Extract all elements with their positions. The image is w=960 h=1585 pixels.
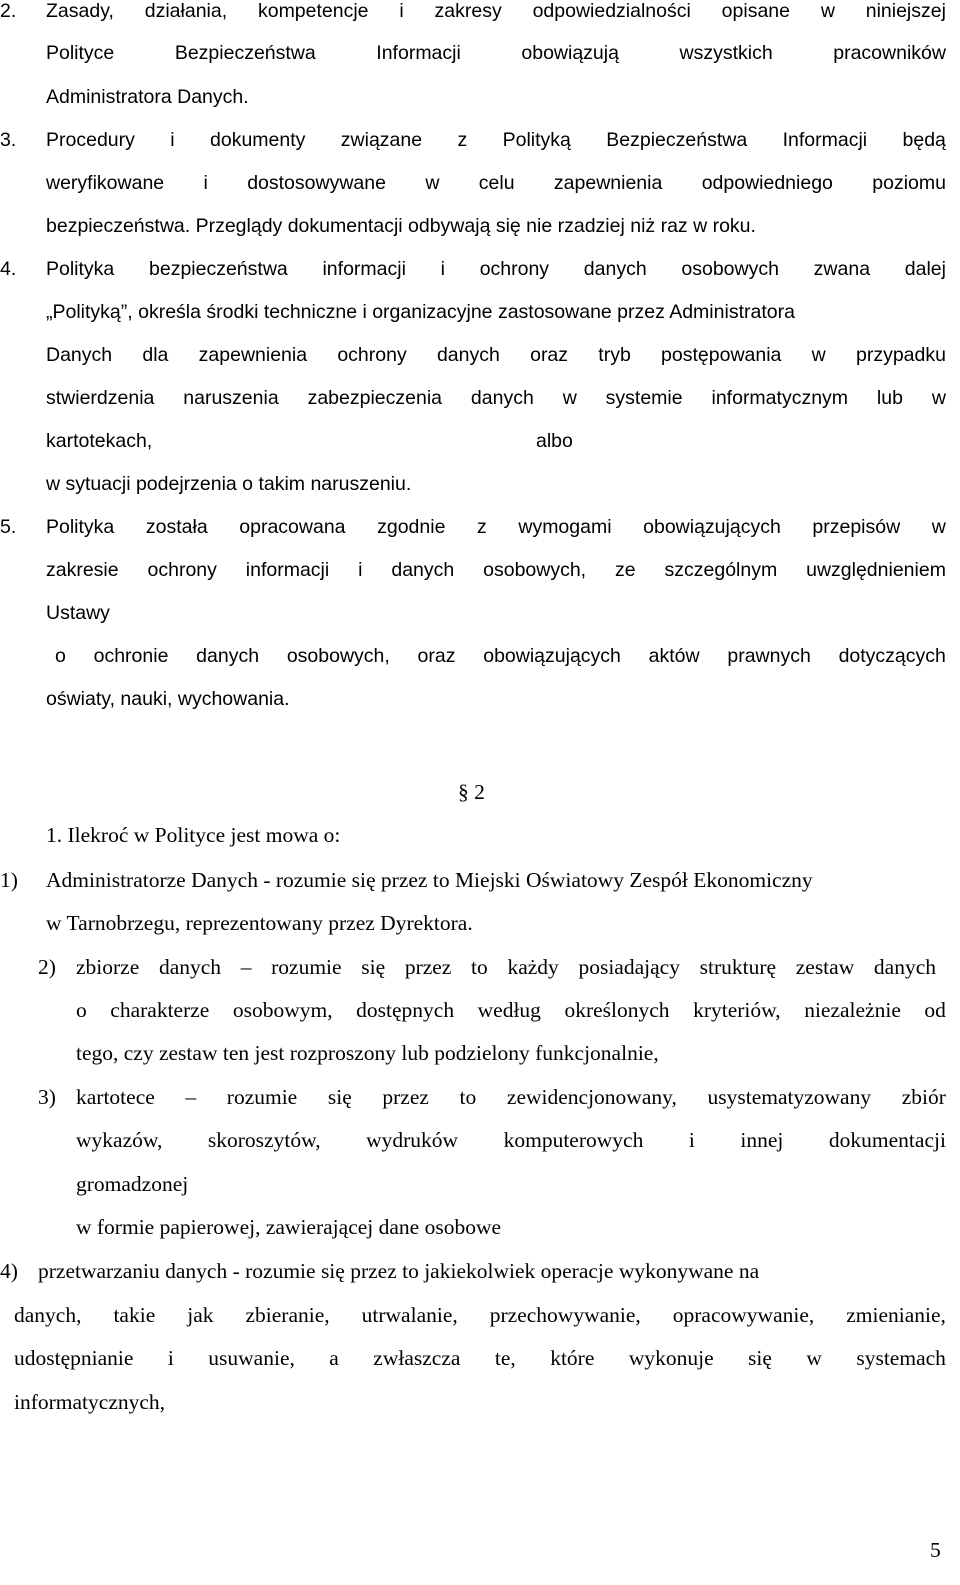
word: strukturę [699, 955, 777, 979]
word: informacji [245, 559, 330, 581]
word: niniejszej [865, 0, 946, 22]
word: opracowywanie, [672, 1303, 815, 1327]
word: przez [382, 1085, 429, 1109]
paragraph-line: albo [536, 430, 573, 452]
word: kartotece [76, 1085, 155, 1109]
paragraph-line [46, 131, 946, 151]
definition-number: 3) [38, 1085, 56, 1109]
word: ochrony [479, 258, 550, 280]
item-number: 4. [0, 258, 17, 280]
word: dalej [904, 258, 946, 280]
word: odpowiedniego [701, 172, 833, 194]
word: określonych [564, 998, 670, 1022]
word: zbiór [901, 1085, 946, 1109]
definition-number: 1) [0, 868, 18, 892]
paragraph-line [46, 346, 946, 366]
word: została [145, 516, 208, 538]
word: obowiązują [521, 42, 619, 64]
paragraph-line: „Polityką”, określa środki techniczne i organizacyjne zastosowane przez Administratora [46, 301, 795, 323]
word: – [185, 1085, 197, 1109]
word: dokumentacji [828, 1128, 946, 1152]
paragraph-line: w sytuacji podejrzenia o takim naruszeniu. [46, 473, 412, 495]
word: od [924, 998, 946, 1022]
word: wydruków [366, 1128, 459, 1152]
word: oraz [530, 344, 569, 366]
word: w [931, 516, 946, 538]
definition-line: Administratorze Danych - rozumie się przez to Miejski Oświatowy Zespół Ekonomiczny [46, 868, 813, 892]
word: osobowych, [286, 645, 390, 667]
word: prawnych [727, 645, 811, 667]
word: w [425, 172, 440, 194]
word: wszystkich [679, 42, 773, 64]
paragraph-line [55, 647, 946, 667]
word: danych [391, 559, 455, 581]
definition-line [14, 1348, 946, 1370]
word: zapewnienia [553, 172, 663, 194]
word: Polityce [46, 42, 115, 64]
paragraph-line: Ustawy [46, 602, 110, 624]
word: danych [158, 955, 222, 979]
word: każdy [507, 955, 559, 979]
word: zbieranie, [245, 1303, 330, 1327]
paragraph-line [46, 174, 946, 194]
word: zapewnienia [198, 344, 308, 366]
word: systemie [605, 387, 683, 409]
word: zewidencjonowany, [506, 1085, 677, 1109]
definition-line [76, 957, 936, 979]
word: zmienianie, [846, 1303, 946, 1327]
definitions-intro: 1. Ilekroć w Polityce jest mowa o: [46, 823, 341, 847]
word: zwana [813, 258, 871, 280]
definition-line [14, 1305, 946, 1327]
word: danych [436, 344, 500, 366]
item-number: 3. [0, 129, 17, 151]
word: ochronie [93, 645, 169, 667]
word: i [358, 559, 363, 581]
word: Procedury [46, 129, 135, 151]
word: danych [470, 387, 534, 409]
paragraph-line [46, 260, 946, 280]
word: szczególnym [664, 559, 778, 581]
definition-line [76, 1000, 946, 1022]
word: przypadku [855, 344, 946, 366]
word: ze [615, 559, 636, 581]
word: rozumie [271, 955, 342, 979]
word: udostępnianie [14, 1346, 134, 1370]
word: weryfikowane [46, 172, 165, 194]
word: systemach [856, 1346, 946, 1370]
word: danych, [14, 1303, 82, 1327]
word: aktów [648, 645, 700, 667]
word: Bezpieczeństwa [174, 42, 316, 64]
word: o [76, 998, 87, 1022]
word: uwzględnieniem [806, 559, 946, 581]
definition-line: w formie papierowej, zawierającej dane osobowe [76, 1215, 502, 1239]
paragraph-line [46, 2, 946, 22]
word: oraz [417, 645, 456, 667]
word: wykonuje [628, 1346, 714, 1370]
word: Zasady, [46, 0, 114, 22]
word: i [170, 129, 175, 151]
paragraph-line: oświaty, nauki, wychowania. [46, 688, 290, 710]
definition-line: w Tarnobrzegu, reprezentowany przez Dyrektora. [46, 911, 473, 935]
word: naruszenia [183, 387, 279, 409]
word: w [811, 344, 826, 366]
word: się [327, 1085, 352, 1109]
word: posiadający [578, 955, 680, 979]
word: komputerowych [503, 1128, 644, 1152]
word: w [820, 0, 835, 22]
word: ochrony [147, 559, 217, 581]
word: się [748, 1346, 772, 1370]
word: pracowników [833, 42, 946, 64]
word: ochrony [337, 344, 407, 366]
word: dla [142, 344, 169, 366]
word: to [459, 1085, 477, 1109]
section-heading: § 2 [458, 780, 485, 804]
word: osobowych, [483, 559, 587, 581]
word: poziomu [872, 172, 946, 194]
paragraph-line [46, 518, 946, 538]
word: i [167, 1346, 174, 1370]
paragraph-line [46, 561, 946, 581]
word: z [457, 129, 468, 151]
word: i [399, 0, 404, 22]
word: danych [583, 258, 647, 280]
word: wymogami [518, 516, 612, 538]
word: zabezpieczenia [307, 387, 443, 409]
word: Bezpieczeństwa [606, 129, 748, 151]
word: opisane [721, 0, 790, 22]
word: jak [187, 1303, 214, 1327]
word: postępowania [661, 344, 782, 366]
word: działania, [144, 0, 228, 22]
word: celu [478, 172, 515, 194]
paragraph-line [46, 44, 946, 64]
word: zbiorze [76, 955, 140, 979]
word: zwłaszcza [373, 1346, 461, 1370]
word: opracowana [239, 516, 346, 538]
word: charakterze [110, 998, 210, 1022]
definition-number: 4) [0, 1259, 18, 1283]
word: obowiązujących [643, 516, 781, 538]
word: dostępnych [356, 998, 455, 1022]
word: Informacji [782, 129, 868, 151]
word: tryb [598, 344, 631, 366]
word: informacji [322, 258, 406, 280]
word: zakresy [434, 0, 502, 22]
word: kryteriów, [693, 998, 781, 1022]
word: takie [113, 1303, 156, 1327]
page-number: 5 [930, 1538, 941, 1562]
item-number: 5. [0, 516, 17, 538]
word: zestaw [795, 955, 855, 979]
definition-number: 2) [38, 955, 56, 979]
paragraph-line [46, 389, 946, 409]
word: niezależnie [804, 998, 901, 1022]
word: będą [902, 129, 946, 151]
word: te, [494, 1346, 516, 1370]
word: odpowiedzialności [532, 0, 691, 22]
word: Informacji [376, 42, 461, 64]
word: zgodnie [377, 516, 446, 538]
word: usuwanie, [208, 1346, 295, 1370]
word: dostosowywane [247, 172, 386, 194]
word: wykazów, [76, 1128, 163, 1152]
word: osobowym, [232, 998, 333, 1022]
definition-line [76, 1087, 946, 1109]
word: – [240, 955, 252, 979]
word: skoroszytów, [207, 1128, 321, 1152]
word: przepisów [812, 516, 901, 538]
word: rozumie [226, 1085, 298, 1109]
word: przechowywanie, [489, 1303, 641, 1327]
word: się [361, 955, 386, 979]
word: w [806, 1346, 822, 1370]
word: Polityką [502, 129, 571, 151]
word: i [203, 172, 208, 194]
word: lub [876, 387, 903, 409]
word: i [688, 1128, 695, 1152]
word: to [471, 955, 488, 979]
word: stwierdzenia [46, 387, 155, 409]
word: zakresie [46, 559, 119, 581]
word: według [477, 998, 541, 1022]
word: o [55, 645, 66, 667]
definition-line: informatycznych, [14, 1390, 166, 1414]
word: osobowych [681, 258, 779, 280]
word: w [931, 387, 946, 409]
word: i [440, 258, 445, 280]
word: bezpieczeństwa [149, 258, 288, 280]
word: innej [740, 1128, 784, 1152]
definition-line: przetwarzaniu danych - rozumie się przez to jakiekolwiek operacje wykonywane na [38, 1259, 760, 1283]
word: Polityka [46, 258, 115, 280]
word: informatycznym [711, 387, 849, 409]
word: Danych [46, 344, 113, 366]
word: przez [404, 955, 452, 979]
word: które [550, 1346, 595, 1370]
word: utrwalanie, [361, 1303, 458, 1327]
word: obowiązujących [483, 645, 621, 667]
paragraph-line: Administratora Danych. [46, 86, 249, 108]
item-number: 2. [0, 0, 17, 22]
paragraph-line: bezpieczeństwa. Przeglądy dokumentacji odbywają się nie rzadziej niż raz w roku. [46, 215, 756, 237]
word: danych [873, 955, 936, 979]
definition-line [76, 1130, 946, 1152]
word: Polityka [46, 516, 115, 538]
word: a [329, 1346, 339, 1370]
word: usystematyzowany [707, 1085, 872, 1109]
word: dotyczących [838, 645, 946, 667]
word: danych [196, 645, 260, 667]
word: związane [340, 129, 423, 151]
word: w [562, 387, 577, 409]
definition-line: gromadzonej [76, 1172, 189, 1196]
word: z [477, 516, 487, 538]
paragraph-line: kartotekach, [46, 430, 153, 452]
word: dokumenty [210, 129, 306, 151]
word: kompetencje [257, 0, 369, 22]
definition-line: tego, czy zestaw ten jest rozproszony lub podzielony funkcjonalnie, [76, 1041, 659, 1065]
